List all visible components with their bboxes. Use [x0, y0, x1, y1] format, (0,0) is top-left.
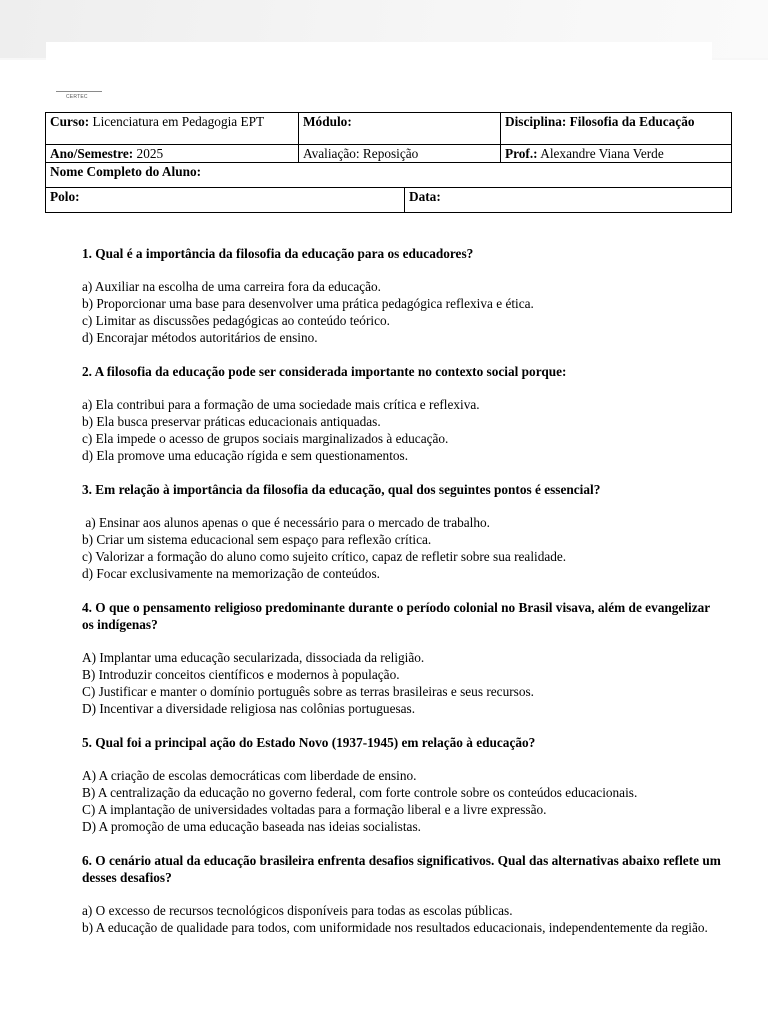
ano-label: Ano/Semestre: [50, 146, 134, 161]
disciplina-cell [501, 113, 732, 145]
options-list [82, 649, 722, 717]
question-text: 4. O que o pensamento religioso predominante durante o período colonial no Brasil visava, além de evangelizar os indígenas? [82, 600, 710, 632]
question-4 [82, 599, 722, 717]
options-list [82, 902, 722, 936]
nome-aluno-field[interactable] [46, 163, 732, 188]
options-list [82, 396, 722, 464]
option-item[interactable]: d) Focar exclusivamente na memorização de conteúdos. [82, 566, 380, 581]
question-text: 5. Qual foi a principal ação do Estado Novo (1937-1945) em relação à educação? [82, 735, 536, 750]
modulo-cell [299, 113, 501, 145]
options-list [82, 514, 722, 582]
logo-text: CERTEC [66, 94, 88, 100]
exam-header-table [45, 112, 732, 188]
option-item[interactable]: b) A educação de qualidade para todos, com uniformidade nos resultados educacionais, independentemente da região. [82, 920, 708, 935]
prof-cell [501, 145, 732, 163]
curso-cell [46, 113, 299, 145]
question-text: 1. Qual é a importância da filosofia da educação para os educadores? [82, 246, 474, 261]
option-item[interactable]: D) A promoção de uma educação baseada nas ideias socialistas. [82, 819, 421, 834]
polo-data-table [45, 187, 732, 213]
question-text: 3. Em relação à importância da filosofia da educação, qual dos seguintes pontos é essencial? [82, 482, 601, 497]
options-list [82, 767, 722, 835]
question-text: 6. O cenário atual da educação brasileira enfrenta desafios significativos. Qual das alternativas abaixo reflete um desses desafios? [82, 853, 721, 885]
nome-aluno-label: Nome Completo do Aluno: [50, 164, 202, 179]
question-1 [82, 245, 722, 346]
option-item[interactable]: d) Encorajar métodos autoritários de ensino. [82, 330, 318, 345]
curso-value: Licenciatura em Pedagogia EPT [89, 114, 265, 129]
ano-value: 2025 [133, 146, 164, 161]
logo-line [56, 91, 102, 92]
questions-section [82, 245, 722, 953]
prof-label: Prof.: [505, 146, 538, 161]
avaliacao-cell [299, 145, 501, 163]
option-item[interactable]: c) Valorizar a formação do aluno como sujeito crítico, capaz de refletir sobre sua realidade. [82, 549, 567, 564]
option-item[interactable]: C) Justificar e manter o domínio português sobre as terras brasileiras e seus recursos. [82, 684, 534, 699]
option-item[interactable]: a) Ela contribui para a formação de uma sociedade mais crítica e reflexiva. [82, 397, 480, 412]
option-item[interactable]: C) A implantação de universidades voltadas para a formação liberal e a livre expressão. [82, 802, 547, 817]
polo-field[interactable] [46, 188, 405, 213]
modulo-label: Módulo: [303, 114, 352, 129]
option-item[interactable]: b) Proporcionar uma base para desenvolver uma prática pedagógica reflexiva e ética. [82, 296, 534, 311]
question-6 [82, 852, 722, 936]
question-text: 2. A filosofia da educação pode ser considerada importante no contexto social porque: [82, 364, 567, 379]
data-field[interactable] [405, 188, 732, 213]
header-white-panel [46, 42, 712, 104]
option-item[interactable]: b) Criar um sistema educacional sem espaço para reflexão crítica. [82, 532, 432, 547]
option-item[interactable]: a) Ensinar aos alunos apenas o que é necessário para o mercado de trabalho. [82, 515, 490, 530]
curso-label: Curso: [50, 114, 90, 129]
option-item[interactable]: a) O excesso de recursos tecnológicos disponíveis para todas as escolas públicas. [82, 903, 513, 918]
option-item[interactable]: d) Ela promove uma educação rígida e sem questionamentos. [82, 448, 409, 463]
prof-value: Alexandre Viana Verde [537, 146, 664, 161]
option-item[interactable]: c) Ela impede o acesso de grupos sociais marginalizados à educação. [82, 431, 449, 446]
options-list [82, 278, 722, 346]
avaliacao-text: Avaliação: Reposição [303, 146, 419, 161]
option-item[interactable]: c) Limitar as discussões pedagógicas ao conteúdo teórico. [82, 313, 390, 328]
option-item[interactable]: D) Incentivar a diversidade religiosa nas colônias portuguesas. [82, 701, 416, 716]
option-item[interactable]: A) A criação de escolas democráticas com liberdade de ensino. [82, 768, 417, 783]
option-item[interactable]: b) Ela busca preservar práticas educacionais antiquadas. [82, 414, 381, 429]
question-2 [82, 363, 722, 464]
question-5 [82, 734, 722, 835]
polo-label: Polo: [50, 189, 80, 204]
data-label: Data: [409, 189, 441, 204]
option-item[interactable]: a) Auxiliar na escolha de uma carreira fora da educação. [82, 279, 382, 294]
institution-logo [56, 88, 104, 104]
option-item[interactable]: B) Introduzir conceitos científicos e modernos à população. [82, 667, 400, 682]
disciplina-label: Disciplina: Filosofia da Educação [505, 114, 695, 129]
ano-cell [46, 145, 299, 163]
option-item[interactable]: A) Implantar uma educação secularizada, dissociada da religião. [82, 650, 425, 665]
option-item[interactable]: B) A centralização da educação no governo federal, com forte controle sobre os conteúdos educacionais. [82, 785, 638, 800]
question-3 [82, 481, 722, 582]
